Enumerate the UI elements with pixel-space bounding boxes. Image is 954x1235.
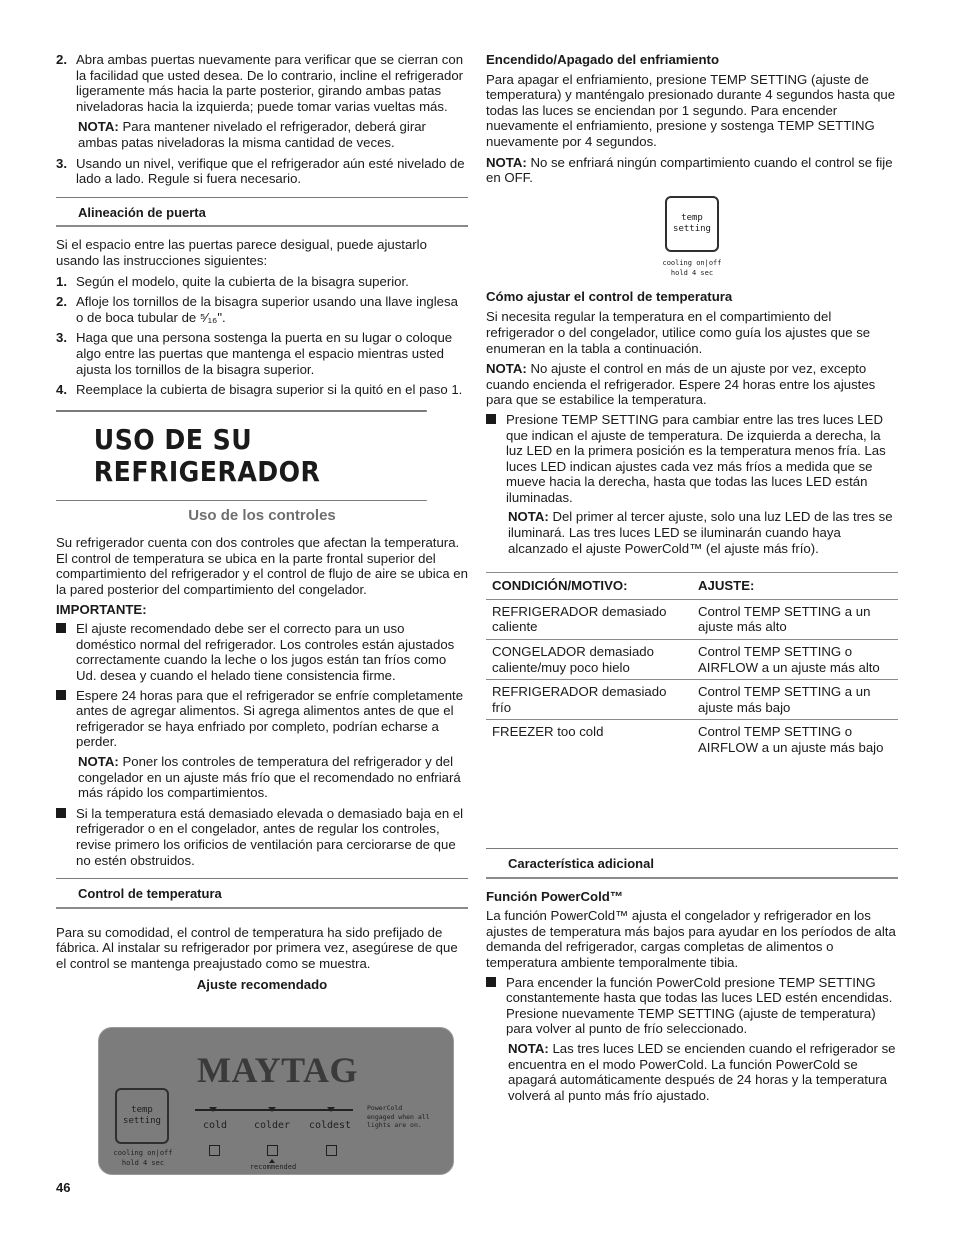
table-header: AJUSTE:: [692, 573, 898, 600]
right-column-lower: [486, 848, 898, 1108]
powercold-text: La función PowerCold™ ajusta el congelador y refrigerador en los ajustes de temperatura más bajos para ayudar en los períodos de alta demanda del refrigerador, cargas completas de alimentos o temperatura ambiente temporalmente tibia.: [486, 908, 896, 970]
note-text: Del primer al tercer ajuste, solo una luz LED de las tres se iluminará. Las tres luces LED se iluminarán cuando haya alcanzado el ajuste PowerCold™ (el ajuste más frío).: [508, 509, 893, 556]
table-row: [486, 680, 898, 720]
bullet-square-icon: [486, 412, 506, 506]
powercold-text: PowerCold: [367, 1104, 403, 1112]
step-number: 1.: [56, 273, 67, 289]
led-label-cold: cold: [202, 1120, 228, 1131]
section-heading-door-alignment: Alineación de puerta: [56, 197, 468, 228]
bullet-square-icon: [56, 621, 76, 683]
step-text: Según el modelo, quite la cubierta de la bisagra superior.: [76, 273, 409, 289]
button-figure: [486, 186, 898, 286]
button-label: setting: [673, 223, 711, 234]
list-item: [56, 621, 468, 683]
button-label: temp: [681, 212, 703, 223]
table-cell: Control TEMP SETTING a un ajuste más bajo: [692, 680, 898, 720]
adjustment-table: [486, 572, 898, 759]
powercold-text: engaged when all: [367, 1112, 430, 1121]
list-item: [56, 806, 468, 868]
table-header: CONDICIÓN/MOTIVO:: [486, 573, 692, 600]
table-cell: Control TEMP SETTING a un ajuste más alto: [692, 599, 898, 639]
step-number: 3.: [56, 330, 67, 346]
step-number: 2.: [56, 52, 67, 67]
temp-intro: Para su comodidad, el control de temperatura ha sido prefijado de fábrica. Al instalar su refrigerador por primera vez, asegúrese de que el control se mantenga preajustado como se muestra.: [56, 924, 458, 971]
step-text: Usando un nivel, verifique que el refrigerador aún esté nivelado de lado a lado. Regule si fuera necesario.: [76, 155, 465, 187]
led-cold-icon: [209, 1145, 220, 1156]
table-cell: CONGELADOR demasiado caliente/muy poco hielo: [486, 640, 692, 680]
table-cell: FREEZER too cold: [492, 724, 604, 740]
marker-triangle-icon: [327, 1107, 335, 1112]
table-row: [486, 640, 898, 680]
list-item: [56, 382, 468, 398]
left-column: [56, 52, 468, 992]
powercold-note: [367, 1104, 451, 1130]
hold-text: hold 4 sec: [121, 1159, 165, 1167]
bullet-square-icon: [56, 688, 76, 750]
note-label: NOTA:: [508, 509, 549, 525]
table-header-row: [486, 573, 898, 600]
note-label: NOTA:: [78, 119, 119, 135]
right-column: [486, 52, 898, 760]
step-number: 4.: [56, 382, 67, 398]
table-row: [486, 720, 898, 760]
controls-intro: Su refrigerador cuenta con dos controles que afectan la temperatura. El control de temperatura se ubica en la parte frontal superior del compartimiento del refrigerador y el control de flujo de aire se ubica en la pared posterior del compartimiento del congelador.: [56, 535, 468, 598]
button-label: temp: [131, 1105, 153, 1115]
list-item: [56, 330, 468, 377]
step-number: 2.: [56, 294, 67, 310]
note-text: Poner los controles de temperatura del refrigerador y del congelador en un ajuste más frío que el recomendado no enfriará más rápido los compartimientos.: [78, 754, 461, 801]
button-caption: [654, 258, 730, 278]
important-label: IMPORTANTE:: [56, 601, 147, 617]
note-led: [486, 509, 898, 556]
table-cell: Control TEMP SETTING o AIRFLOW a un ajuste más bajo: [698, 724, 884, 755]
table-cell: Control TEMP SETTING o AIRFLOW a un ajuste más alto: [692, 640, 898, 680]
button-label: setting: [123, 1116, 161, 1126]
bullet-square-icon: [486, 975, 506, 1037]
list-item: [486, 975, 898, 1037]
table-row: [486, 599, 898, 639]
note-colder: [56, 754, 468, 801]
door-steps-list: [56, 274, 468, 398]
onoff-heading: Encendido/Apagado del enfriamiento: [486, 52, 720, 67]
step-text: Abra ambas puertas nuevamente para verificar que se cierran con la facilidad que usted desea. De lo contrario, incline el refrigerador ligeramente más hacia la parte posterior, girando ambas patas niveladoras hacia la izquierda; puede tomar varias vueltas más.: [76, 52, 464, 114]
control-panel-figure: [98, 1027, 454, 1175]
adjust-heading: Cómo ajustar el control de temperatura: [486, 288, 733, 304]
bullet-text: Espere 24 horas para que el refrigerador se enfríe completamente antes de agregar alimentos. Si agrega alimentos antes de que el refrigerador se haya enfriado por completo, podrían echarse a perder.: [76, 687, 464, 750]
table-cell: REFRIGERADOR demasiado frío: [486, 680, 692, 720]
note-off: [486, 155, 898, 186]
onoff-text: Para apagar el enfriamiento, presione TEMP SETTING (ajuste de temperatura) y manténgalo presionado durante 4 segundos hasta que todas las luces se enciendan por 1 segundo. Para encender nuevamente el enfriamiento, presione y sostenga TEMP SETTING nuevamente por 4 segundos.: [486, 71, 896, 149]
list-item: [56, 688, 468, 750]
figure-caption: Ajuste recomendado: [196, 976, 328, 992]
led-colder-icon: [267, 1145, 278, 1156]
note-powercold: [486, 1041, 898, 1103]
section-heading-temp-control: Control de temperatura: [56, 878, 468, 909]
step-2: [56, 52, 468, 114]
bullet-text: El ajuste recomendado debe ser el correcto para un uso doméstico normal del refrigerador. Los controles están ajustados correctamente cuando la leche o los jugos están tan fríos como Ud. desea y cuando el helado tiene consistencia firme.: [76, 621, 455, 684]
table-cell: REFRIGERADOR demasiado caliente: [486, 599, 692, 639]
powercold-text: lights are on.: [367, 1121, 422, 1129]
temp-setting-button[interactable]: [115, 1088, 169, 1144]
note-label: NOTA:: [78, 754, 119, 769]
led-coldest-icon: [326, 1145, 337, 1156]
note-text: No ajuste el control en más de un ajuste por vez, excepto cuando encienda el refrigerador. Espere 24 horas entre los ajustes para que se estabilice la temperatura.: [486, 361, 876, 408]
list-item: [56, 294, 468, 325]
powercold-heading: Función PowerCold™: [486, 888, 624, 904]
subsection-title: Uso de los controles: [188, 506, 336, 524]
note-label: NOTA:: [486, 361, 527, 377]
note-label: NOTA:: [508, 1040, 549, 1056]
door-intro: Si el espacio entre las puertas parece desigual, puede ajustarlo usando las instrucciones siguientes:: [56, 237, 427, 268]
step-text: Haga que una persona sostenga la puerta en su lugar o coloque algo entre las puertas que mantenga el espacio mientras usted ajusta los tornillos de la bisagra superior.: [76, 330, 453, 377]
note-text: Las tres luces LED se encienden cuando el refrigerador se encuentra en el modo PowerCold. La función PowerCold se apagará automáticamente después de 24 horas y la temperatura volverá al punto más frío ajustado.: [508, 1040, 896, 1103]
page-title: USO DE SU REFRIGERADOR: [56, 410, 427, 501]
adjust-text: Si necesita regular la temperatura en el compartimiento del refrigerador o del congelador, utilice como guía los ajustes que se enumeran en la tabla a continuación.: [486, 309, 871, 356]
led-label-coldest: coldest: [308, 1120, 352, 1131]
bullet-text: Presione TEMP SETTING para cambiar entre las tres luces LED que indican el ajuste de temperatura. De izquierda a derecha, la luz LED en la primera posición es la temperatura menos fría. Las luces LED indican ajustes cada vez más fríos a medida que se mueve hacia la derecha, hasta que todas las luces LED están iluminadas.: [506, 411, 886, 505]
caption-text: cooling on|off: [662, 258, 722, 267]
page-number: 46: [56, 1180, 71, 1195]
note-text: No se enfriará ningún compartimiento cuando el control se fije en OFF.: [486, 154, 893, 186]
led-label-colder: colder: [253, 1120, 291, 1131]
recommended-label: recommended: [249, 1163, 297, 1171]
marker-triangle-icon: [209, 1107, 217, 1112]
note-adjust: [486, 361, 898, 408]
note-text: Para mantener nivelado el refrigerador, deberá girar ambas patas niveladoras la misma cantidad de veces.: [78, 119, 426, 150]
brand-logo: MAYTAG: [197, 1050, 359, 1090]
bullet-text: Si la temperatura está demasiado elevada o demasiado baja en el refrigerador o en el congelador, antes de regular los controles, revise primero los orificios de ventilación para cerciorarse de que no estén obstruidos.: [76, 805, 464, 868]
bullet-square-icon: [56, 806, 76, 868]
list-item: [486, 412, 898, 506]
note-label: NOTA:: [486, 154, 527, 170]
hold-instructions: [107, 1148, 179, 1168]
note-leveling: [56, 119, 468, 150]
section-heading-extra-feature: Característica adicional: [486, 848, 898, 879]
hold-text: cooling on|off: [113, 1149, 173, 1157]
marker-triangle-icon: [268, 1107, 276, 1112]
bullet-text: Para encender la función PowerCold presione TEMP SETTING constantemente hasta que todas las luces LED estén encendidas. Presione nuevamente TEMP SETTING (ajuste de temperatura) para volver al punto de frío seleccionado.: [506, 974, 893, 1037]
caption-text: hold 4 sec: [670, 268, 714, 277]
step-number: 3.: [56, 155, 67, 171]
list-item: [56, 274, 468, 290]
temp-setting-button[interactable]: [665, 196, 719, 252]
step-3: [56, 156, 468, 187]
step-text: Afloje los tornillos de la bisagra superior usando una llave inglesa o de boca tubular de ⁵⁄₁₆".: [76, 294, 458, 325]
step-text: Reemplace la cubierta de bisagra superior si la quitó en el paso 1.: [76, 382, 463, 398]
